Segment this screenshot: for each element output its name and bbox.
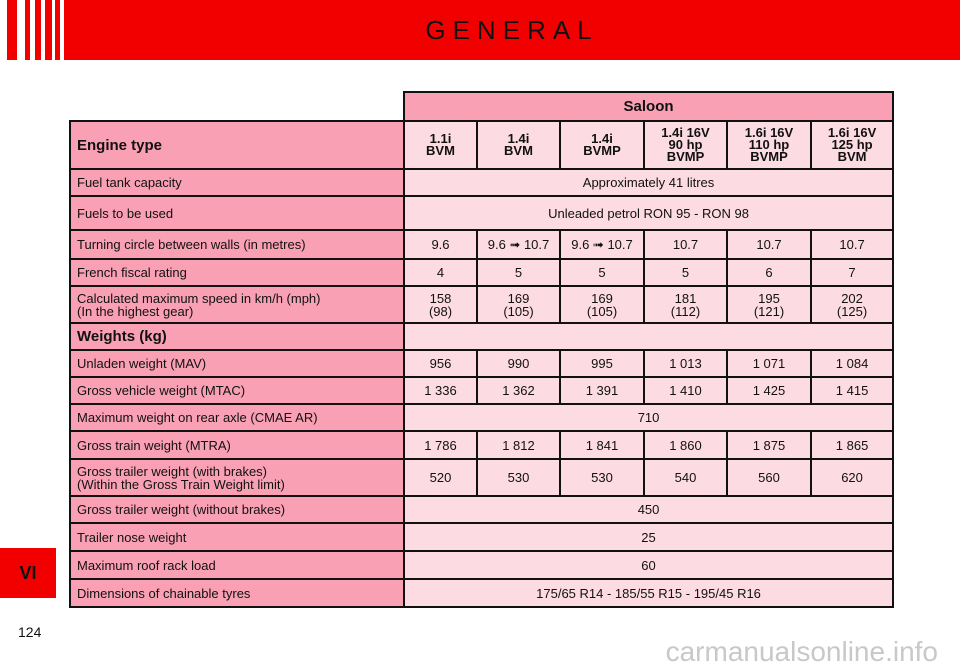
row-value: 710: [404, 404, 893, 431]
row-value: [644, 259, 727, 286]
cell-text: Unladen weight (MAV): [77, 356, 207, 371]
row-value: 60: [404, 551, 893, 579]
row-value: [560, 431, 644, 459]
specifications-table: [69, 91, 894, 608]
cell-text: (121): [753, 303, 785, 319]
cell-text: Fuels to be used: [77, 205, 174, 221]
cell-text: 990: [507, 356, 530, 371]
cell-text: 10.7: [839, 237, 865, 252]
cell-text: 90 hp: [668, 137, 703, 152]
row-value: [644, 377, 727, 404]
row-label: [70, 496, 404, 523]
cell-text: 110 hp: [748, 137, 790, 152]
row-value: [811, 259, 893, 286]
table-row: [70, 169, 893, 196]
cell-text: 1 084: [835, 356, 869, 371]
cell-text: 1 013: [669, 356, 702, 371]
section-tab[interactable]: VI: [0, 548, 56, 598]
cell-text: 125 hp: [831, 137, 873, 152]
cell-text: French fiscal rating: [77, 265, 187, 280]
cell-text: 169: [507, 290, 530, 306]
row-value: [727, 350, 811, 377]
cell-text: 5: [514, 265, 523, 280]
cell-text: BVM: [426, 143, 455, 158]
cell-text: BVM: [504, 143, 533, 158]
row-value: [477, 259, 560, 286]
engine-type-label: Engine type: [70, 121, 404, 169]
row-value: [560, 259, 644, 286]
table-row: [70, 496, 893, 523]
row-value: [644, 459, 727, 496]
cell-text: 4: [436, 265, 445, 280]
row-label: [70, 286, 404, 323]
section-heading: Weights (kg): [70, 323, 404, 350]
row-value: [477, 459, 560, 496]
cell-text: Trailer nose weight: [77, 529, 187, 545]
row-label: [70, 551, 404, 579]
row-label: [70, 377, 404, 404]
row-value: [404, 377, 477, 404]
cell-text: (In the highest gear): [77, 303, 194, 319]
cell-text: BVM: [837, 149, 867, 164]
engine-type-header: [811, 121, 893, 169]
table-row: [70, 323, 893, 350]
row-value: [404, 230, 477, 259]
table-row: [70, 259, 893, 286]
cell-text: (105): [586, 303, 618, 319]
row-label: [70, 431, 404, 459]
row-value: [727, 431, 811, 459]
cell-text: 202: [841, 290, 863, 306]
page-number: 124: [18, 624, 42, 640]
row-label: [70, 523, 404, 551]
table-row: [70, 377, 893, 404]
cell-text: 1 875: [752, 437, 786, 453]
row-value: [811, 459, 893, 496]
row-value: [404, 259, 477, 286]
table-row: [70, 404, 893, 431]
cell-text: 5: [681, 265, 690, 280]
cell-text: Dimensions of chainable tyres: [77, 585, 251, 601]
cell-text: 1.4i: [507, 131, 530, 146]
row-value: [644, 431, 727, 459]
cell-text: (Within the Gross Train Weight limit): [77, 476, 285, 492]
row-value: [560, 459, 644, 496]
row-value: [477, 431, 560, 459]
cell-text: (105): [503, 303, 534, 319]
cell-text: Maximum weight on rear axle (CMAE AR): [77, 410, 318, 425]
cell-text: Fuel tank capacity: [77, 175, 182, 190]
cell-text: (125): [836, 303, 868, 319]
cell-text: 1 425: [752, 383, 786, 398]
row-value: [811, 286, 893, 323]
cell-text: 620: [841, 470, 863, 485]
row-value: [727, 377, 811, 404]
cell-text: BVMP: [583, 143, 621, 158]
cell-text: 9.6: [431, 237, 450, 252]
row-value: [811, 230, 893, 259]
row-value: [477, 350, 560, 377]
row-value: [477, 377, 560, 404]
cell-text: Calculated maximum speed in km/h (mph): [77, 290, 321, 306]
row-value: [560, 230, 644, 259]
cell-text: 1.4i 16V: [661, 125, 710, 140]
cell-text: Gross train weight (MTRA): [77, 437, 231, 453]
cell-text: Turning circle between walls (in metres): [77, 237, 306, 252]
row-value: [811, 350, 893, 377]
cell-text: 5: [598, 265, 606, 280]
row-label: [70, 169, 404, 196]
blank-cell: [70, 92, 404, 121]
cell-text: 1 391: [585, 383, 619, 398]
row-value: [560, 350, 644, 377]
cell-text: BVMP: [750, 149, 788, 164]
cell-text: 560: [758, 470, 780, 485]
table-row: [70, 350, 893, 377]
cell-text: 1.6i 16V: [827, 125, 877, 140]
row-value: [644, 350, 727, 377]
row-value: [404, 431, 477, 459]
row-label: [70, 230, 404, 259]
cell-text: 10.7: [756, 237, 782, 252]
row-value: [477, 286, 560, 323]
row-value: [644, 230, 727, 259]
row-value: [727, 230, 811, 259]
cell-text: 1 071: [752, 356, 786, 371]
table-row: [70, 196, 893, 230]
row-label: [70, 350, 404, 377]
cell-text: 195: [758, 290, 780, 306]
row-value: [811, 431, 893, 459]
row-value: Unleaded petrol RON 95 - RON 98: [404, 196, 893, 230]
cell-text: 1 362: [502, 383, 535, 398]
cell-text: Saloon: [623, 98, 674, 115]
row-value: [477, 230, 560, 259]
row-label: [70, 404, 404, 431]
cell-text: 1 860: [669, 437, 702, 453]
cell-text: 1 410: [669, 383, 702, 398]
cell-text: Gross trailer weight (with brakes): [77, 463, 267, 479]
row-value: [811, 377, 893, 404]
cell-text: 9.6 ➟ 10.7: [487, 237, 550, 252]
row-value: 175/65 R14 - 185/55 R15 - 195/45 R16: [404, 579, 893, 607]
row-label: [70, 196, 404, 230]
cell-text: 158: [429, 290, 452, 306]
cell-text: (112): [670, 303, 701, 319]
row-value: 450: [404, 496, 893, 523]
cell-text: 530: [591, 470, 613, 485]
engine-type-header: [477, 121, 560, 169]
row-value: [727, 459, 811, 496]
cell-text: 540: [674, 470, 697, 485]
page-title: GENERAL: [425, 14, 599, 45]
row-value: [727, 286, 811, 323]
row-value: 25: [404, 523, 893, 551]
row-value: [404, 459, 477, 496]
cell-text: BVMP: [666, 149, 705, 164]
cell-text: Maximum roof rack load: [77, 557, 216, 573]
cell-text: 6: [765, 265, 773, 280]
row-value: [404, 350, 477, 377]
table-row: [70, 579, 893, 607]
table-row: [70, 431, 893, 459]
table-row: [70, 523, 893, 551]
cell-text: 7: [848, 265, 856, 280]
cell-text: 1 336: [424, 383, 457, 398]
cell-text: 1 841: [585, 437, 619, 453]
cell-text: 1.4i: [591, 131, 613, 146]
row-value: [727, 259, 811, 286]
cell-text: 530: [507, 470, 530, 485]
cell-text: 995: [591, 356, 613, 371]
engine-type-header: [404, 121, 477, 169]
cell-text: (98): [428, 303, 453, 319]
cell-text: 181: [674, 290, 697, 306]
cell-text: 9.6 ➟ 10.7: [571, 237, 633, 252]
cell-text: 1 786: [424, 437, 457, 453]
cell-text: 1.1i: [429, 131, 452, 146]
row-value: [644, 286, 727, 323]
blank-cell: [404, 323, 893, 350]
cell-text: 1 415: [835, 383, 869, 398]
cell-text: Gross vehicle weight (MTAC): [77, 383, 246, 398]
engine-type-header: [727, 121, 811, 169]
row-value: [560, 286, 644, 323]
row-value: [404, 286, 477, 323]
cell-text: 10.7: [672, 237, 699, 252]
cell-text: 520: [429, 470, 452, 485]
engine-type-header: [560, 121, 644, 169]
watermark: carmanualsonline.info: [665, 636, 938, 667]
row-value: [560, 377, 644, 404]
row-label: [70, 259, 404, 286]
table-row: [70, 230, 893, 259]
cell-text: Gross trailer weight (without brakes): [77, 502, 286, 517]
table-row: [70, 286, 893, 323]
table-row: [70, 459, 893, 496]
row-value: Approximately 41 litres: [404, 169, 893, 196]
cell-text: 1 865: [835, 437, 869, 453]
table-row: [70, 551, 893, 579]
engine-type-header: [644, 121, 727, 169]
cell-text: 169: [591, 290, 613, 306]
group-header: [404, 92, 893, 121]
row-label: [70, 459, 404, 496]
row-label: [70, 579, 404, 607]
cell-text: 956: [429, 356, 452, 371]
cell-text: 1 812: [502, 437, 535, 453]
cell-text: 1.6i 16V: [744, 125, 794, 140]
